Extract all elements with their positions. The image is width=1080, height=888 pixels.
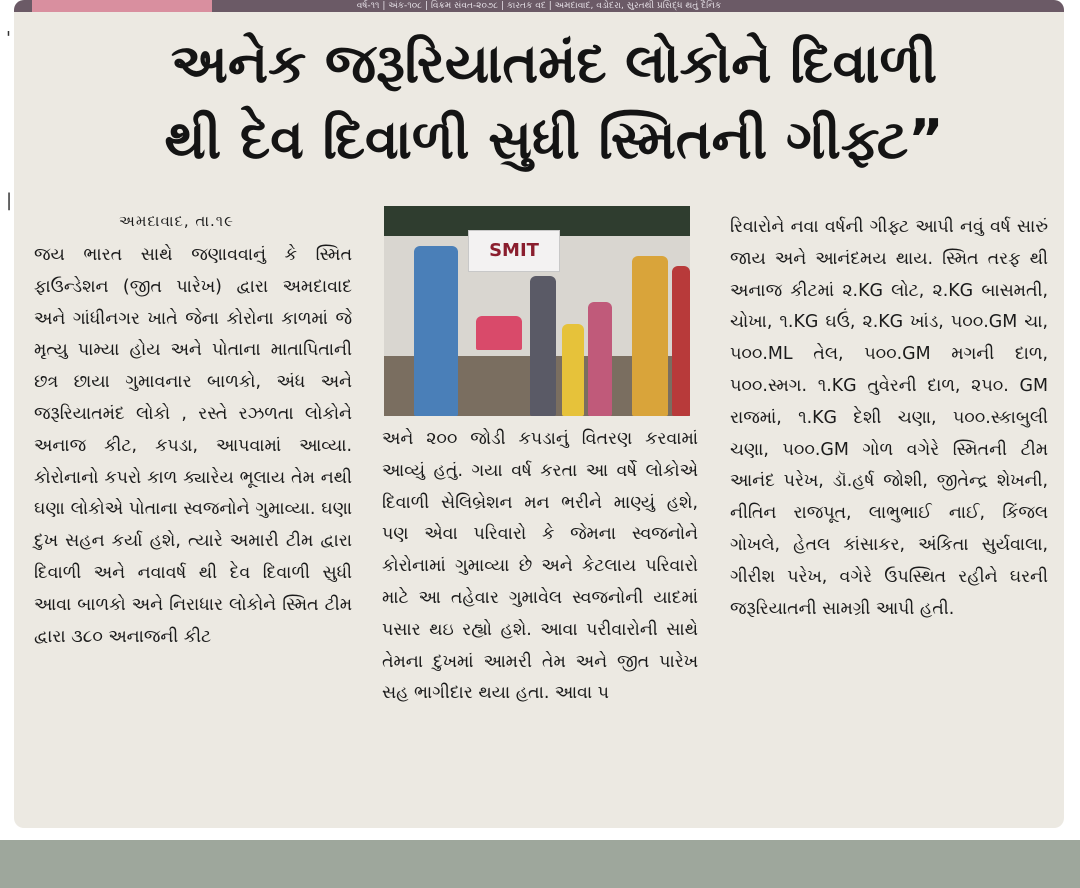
photo-child bbox=[530, 276, 556, 416]
photo-person-man bbox=[414, 246, 458, 416]
headline bbox=[54, 26, 1054, 178]
photo-gift-bag bbox=[476, 316, 522, 350]
photo-child bbox=[588, 302, 612, 416]
photo-smit-banner: SMIT bbox=[468, 230, 560, 272]
article-column-1: જય ભારત સાથે જણાવવાનું કે સ્મિત ફાઉન્ડેશન (જીત પારેખ) દ્વારા અમદાવાદ અને ગાંધીનગર ખાતે જેના કોરોના કાળમાં જે મૃત્યુ પામ્યા હોય અને પોતાના માતાપિતાની છત્ર છાયા ગુમાવનાર બાળકો, અંધ અને જરૂરિયાતમંદ લોકો , રસ્તે રઝળતા લોકોને અનાજ કીટ, કપડા, આપવામાં આવ્યા. કોરોનાનો કપરો કાળ ક્યારેય ભૂલાય તેમ નથી ઘણા લોકોએ પોતાના સ્વજનોને ગુમાવ્યા. ઘણા દુખ સહન કર્યા હશે, ત્યારે અમારી ટીમ દ્વારા દિવાળી અને નવાવર્ષ થી દેવ દિવાળી સુધી આવા બાળકો અને નિરાધાર લોકોને સ્મિત ટીમ દ્વારા ૩૮૦ અનાજની કીટ bbox=[34, 245, 352, 647]
article-column-2: અને ૨૦૦ જોડી કપડાનું વિતરણ કરવામાં આવ્યું હતું. ગયા વર્ષ કરતા આ વર્ષે લોકોએ દિવાળી સેલિબ્રેશન મન ભરીને માણ્યું હશે, પણ એવા પરિવારો કે જેમના સ્વજનોને કોરોનામાં ગુમાવ્યા છે અને કેટલાય પરિવારો માટે આ તહેવાર ગુમાવેલ સ્વજનોની યાદમાં પસાર થઇ રહ્યો હશે. આવા પરીવારોની સાથે તેમના દુખમાં આમરી તેમ અને જીત પારેખ સહ ભાગીદાર થયા હતા. આવા પ bbox=[382, 429, 698, 704]
masthead-text: વર્ષ-૧૧ | અંક-૧૦૮ | વિક્રમ સંવત-૨૦૭૮ | કારતક વદ | અમદાવાદ, વડોદરા, સુરતથી પ્રસિદ્ધ થતું દૈનિક bbox=[356, 1, 722, 11]
masthead-color-block bbox=[32, 0, 212, 12]
article-column-3: રિવારોને નવા વર્ષની ગીફ્ટ આપી નવું વર્ષ સારું જાય અને આનંદમય થાય. સ્મિત તરફ થી અનાજ કીટમાં ૨.KG લોટ, ૨.KG બાસમતી, ચોખા, ૧.KG ઘઉં, ૨.KG ખાંડ, ૫૦૦.GM ચા, ૫૦૦.ML તેલ, ૫૦૦.GM મગની દાળ, ૫૦૦.સ્મગ. ૧.KG તુવેરની દાળ, ૨૫૦. GM રાજમાં, ૧.KG દેશી ચણા, ૫૦૦.સ્કાબુલી ચણા, ૫૦૦.GM ગોળ વગેરે સ્મિતની ટીમ આનંદ પરેખ, ડૉ.હર્ષ જોશી, જીતેન્દ્ર શેખની, નીતિન રાજપૂત, લાભુભાઈ નાઈ, કિંજલ ગોખલે, હેતલ કાંસાકર, અંકિતા સુર્યવાલા, ગીરીશ પરેખ, વગેરે ઉપસ્થિત રહીને ઘરની જરૂરિયાતની સામગ્રી આપી હતી. bbox=[730, 217, 1048, 619]
headline-line-2: થી દેવ દિવાળી સુધી સ્મિતની ગીફ્ટ” bbox=[164, 108, 944, 171]
edge-mark: | bbox=[6, 190, 13, 211]
photo-person-woman bbox=[632, 256, 668, 416]
dateline: અમદાવાદ, તા.૧૯ bbox=[119, 212, 235, 230]
article-photo bbox=[384, 206, 690, 416]
photo-child bbox=[562, 324, 584, 416]
newspaper-clipping bbox=[14, 0, 1064, 828]
photo-person bbox=[672, 266, 690, 416]
masthead-strip bbox=[14, 0, 1064, 12]
edge-mark: ' bbox=[6, 28, 11, 49]
headline-line-1: અનેક જરૂરિયાતમંદ લોકોને દિવાળી bbox=[170, 32, 938, 95]
